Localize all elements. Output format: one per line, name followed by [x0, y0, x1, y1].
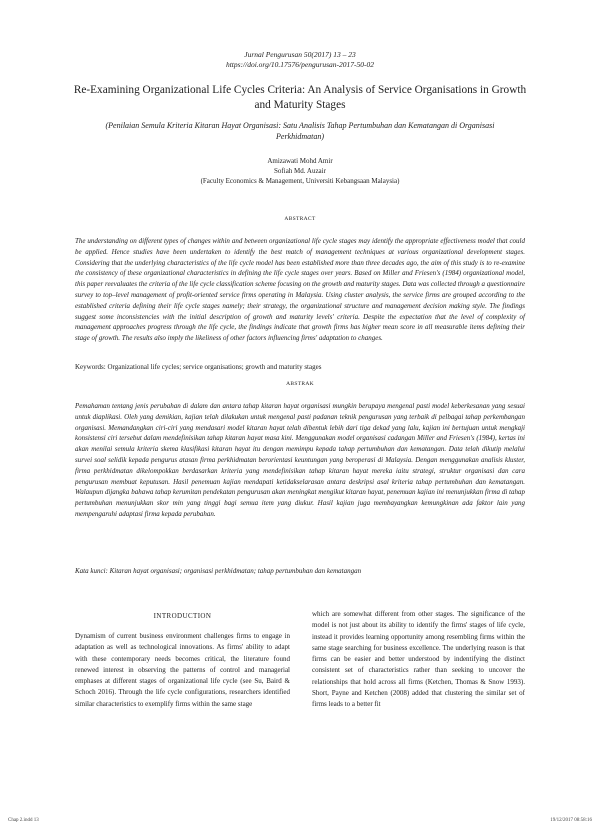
abstrak-heading: ABSTRAK — [286, 381, 314, 387]
introduction-left-column: Dynamism of current business environment challenges firms to engage in adaptation as well as technological innovations. As firms' ability to adapt with these contemporary needs becomes critical, the literature found renewed interest in observing the patterns of control and managerial emphases at different stages of organizational life cycle (see Su, Baird & Schoch 2016). Through the life cycle configurations, researchers identified similar characteristics to exemplify firms within the same stage — [75, 632, 290, 708]
author-name: Sofiah Md. Auzair — [274, 167, 326, 175]
footer-file-info: Chap 2.indd 13 — [8, 818, 39, 823]
introduction-right-column: which are somewhat different from other stages. The significance of the model is not just about its ability to identify the firms' stages of life cycle, instead it provides learning opportunity among resembling firms within the same stage searching for business excellence. The underlying reason is that firms can be easier and better understood by indentifying the distinct consistent set of characteristics rather than seeking to uncover the relationships that hold across all firms (Ketchen, Thomas & Snow 1993). Short, Payne and Ketchen (2008) added that clustering the similar set of firms leads to a better fit — [312, 610, 525, 709]
author-name: Amizawati Mohd Amir — [267, 157, 333, 165]
introduction-heading: INTRODUCTION — [153, 612, 212, 620]
author-block — [0, 156, 600, 186]
journal-citation: Jurnal Pengurusan 50(2017) 13 – 23 — [244, 50, 356, 59]
keywords: Keywords: Organizational life cycles; service organisations; growth and maturity stages — [75, 363, 322, 371]
doi-link[interactable]: https://doi.org/10.17576/pengurusan-2017-50-02 — [225, 60, 375, 69]
abstract-text: The understanding on different types of changes within and between organizational life cycle stages may identify the appropriate effectiveness model that could be applied. Hence studies have been undertaken to identify the best match of management techniques at various organizational development stages. Considering that the underlying characteristics of the life cycle model has been established more than three decades ago, the aim of this study is to re-examine the consistency of these organizational characteristics in defining the life cycle stages over years. Based on Miller and Friesen's (1984) organizational model, this paper reevaluates the criteria of the life cycle classification scheme focusing on the growth and maturity stages. Data was collected through a questionnaire survey to top–level management of profit-oriented service firms operating in Malaysia. Using cluster analysis, the service firms are grouped according to the established criteria defining their life cycle stages namely; their strategy, the organizational structure and management decision making style. The findings suggest some inconsistencies with the initial description of growth and maturity levels' criteria. Despite the expectation that the level of complexity of management approaches progress through the life cycle, the findings indicate that growth firms has higher mean score in all measurable items defining their stage of growth. The results also imply the likeliness of other factors influencing firms' adaptation to changes. — [75, 237, 525, 343]
abstrak-text: Pemahaman tentang jenis perubahan di dalam dan antara tahap kitaran hayat organisasi mungkin berupaya mengenal pasti model keberkesanan yang sesuai untuk diaplikasi. Oleh yang demikian, kajian telah dilakukan untuk mengenal pasti padanan teknik pengurusan yang terbaik di pelbagai tahap perkembangan organisasi. Memandangkan ciri-ciri yang mendasari model kitaran hayat telah dibentuk lebih dari tiga dekad yang lalu, kajian ini bertujuan untuk mengkaji konsistensi ciri tersebut dalam mendefinisikan tahap kitaran hayat masa kini. Menggunakan model organisasi cadangan Miller and Friesen's (1984), kertas ini akan menilai semula kriteria skema klasifikasi kitaran hayat itu dengan memimpu kepada tahap pertumbuhan dan kematangan. Data telah dikutip melalui survei soal selidik kepada pengurus atasan firma perkhidmatan berorientasi keuntungan yang beroperasi di Malaysia. Dengan menggunakan analisis kluster, firma perkhidmatan dikelompokkan berdasarkan kriteria yang mendefinisikan tahap kitaran hayat mereka iaitu strategi, struktur organisasi dan cara pengurusan membuat keputusan. Hasil penemuan kajian mendapati ketidakselarasan antara deskripsi asal kriteria tahap pertumbuhan dan kematangan. Walaupun dijangka bahawa tahap kerumitan pendekatan pengurusan akan meningkat mengikut kitaran hayat, penemuan kajian ini menunjukkan firma di tahap pertumbuhan menunjukkan skor min yang tinggi bagi semua item yang diukur. Hasil kajian juga membayangkan kemungkinan ada faktor lain yang mempengaruhi adaptasi firma kepada perubahan. — [75, 402, 525, 518]
paper-subtitle-malay: (Penilaian Semula Kriteria Kitaran Hayat Organisasi: Satu Analisis Tahap Pertumbuhan dan Kematangan di Organisasi Perkhidmatan) — [105, 121, 495, 141]
kata-kunci: Kata kunci: Kitaran hayat organisasi; organisasi perkhidmatan; tahap pertumbuhan dan kematangan — [75, 567, 362, 575]
paper-title: Re-Examining Organizational Life Cycles Criteria: An Analysis of Service Organisations in Growth and Maturity Stages — [73, 84, 527, 111]
abstract-heading: ABSTRACT — [284, 216, 316, 222]
footer-timestamp: 19/12/2017 08:58:16 — [550, 818, 592, 823]
journal-header — [0, 50, 600, 70]
author-affiliation: (Faculty Economics & Management, Universiti Kebangsaan Malaysia) — [200, 177, 400, 185]
